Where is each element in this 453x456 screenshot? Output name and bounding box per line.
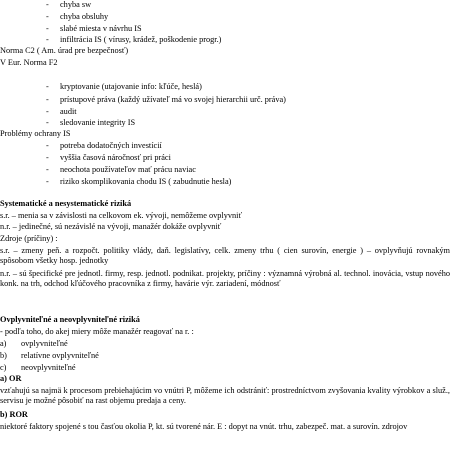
paragraph: Zdroje (príčiny) : xyxy=(0,234,58,243)
paragraph: - podľa toho, do akej miery môže manažér reagovať na r. : xyxy=(0,327,194,336)
problems-heading: Problémy ochrany IS xyxy=(0,129,71,138)
norma-eur-line: V Eur. Norma F2 xyxy=(0,58,58,67)
paragraph: niektoré faktory spojené s tou časťou okolia P, kt. sú tvorené nár. E : dopyt na vnút. trhu, zabezpeč. mat. a surovín. zdrojov xyxy=(0,422,408,431)
subsection-heading: a) OR xyxy=(0,374,22,383)
paragraph: vzťahujú sa najmä k procesom prebiehajúcim vo vnútri P, môžeme ich odstrániť: prostredníctvom zvyšovania kvality výrobkov a služ., servisu je možné pôsobiť na rast objemu predaja a ceny. xyxy=(0,386,450,405)
section-heading: Ovplyvniteľné a neovplyvniteľné riziká xyxy=(0,315,140,324)
list-item: b) relatívne ovplyvniteľné xyxy=(0,351,99,360)
subsection-heading: b) ROR xyxy=(0,410,28,419)
document-page: - chyba sw - chyba obsluhy - slabé miesta v návrhu IS - infiltrácia IS ( vírusy, krádež, poškodenie progr.) Norma C2 ( Am. úrad pre bezpečnosť) V Eur. Norma F2 - kryptovanie (utajovanie info: kľúče, heslá) - prístupové práva (každý užívateľ má vo svojej hierarchii urč. práva) - audit - sledovanie integrity IS Problémy ochrany IS - potreba dodatočných investícií - vyššia časová náročnosť pri práci - neochota používateľov mať prácu naviac - riziko skomplikovania chodu IS ( zabudnutie hesla) Systematické a nesystematické riziká s.r. – menia sa v závislosti na celkovom ek. vývoji, nemôžeme ovplyvniť n.r. – jedinečné, sú nezávislé na vývoji, manažér dokáže ovplyvniť Zdroje (príčiny) : s.r. – zmeny peň. a rozpočt. politiky vlády, daň. legislatívy, celk. zmeny trhu ( cien surovín, energie ) – ovplyvňujú rovnakým spôsobom všetky hosp. jednotky n.r. – sú špecifické pre jednotl. firmy, resp. jednotl. podnikat. projekty, príčiny : významná výrobná al. technol. inovácia, vstup nového konk. na trh, odchod kľúčového pracovníka z firmy, havárie výr. zariadení, módnosť Ovplyvniteľné a neovplyvniteľné riziká - podľa toho, do akej miery môže manažér reagovať na r. : a) ovplyvniteľné b) relatívne ovplyvniteľné c) neovplyvniteľné a) OR vzťahujú sa najmä k procesom prebiehajúcim vo vnútri P, môžeme ich odstrániť: prostredníctvom zvyšovania kvality výrobkov a služ., servisu je možné pôsobiť na rast objemu predaja a ceny. b) ROR niektoré faktory spojené s tou časťou okolia P, kt. sú tvorené nár. E : dopyt na vnút. trhu, zabezpeč. mat. a surovín. zdrojov xyxy=(0,0,450,431)
paragraph: s.r. – zmeny peň. a rozpočt. politiky vlády, daň. legislatívy, celk. zmeny trhu ( cien surovín, energie ) – ovplyvňujú rovnakým spôsobom všetky hosp. jednotky xyxy=(0,246,450,265)
norma-c2-line: Norma C2 ( Am. úrad pre bezpečnosť) xyxy=(0,46,129,55)
list-item: a) ovplyvniteľné xyxy=(0,339,68,348)
paragraph: s.r. – menia sa v závislosti na celkovom ek. vývoji, nemôžeme ovplyvniť xyxy=(0,211,243,220)
paragraph: n.r. – sú špecifické pre jednotl. firmy, resp. jednotl. podnikat. projekty, príčiny : významná výrobná al. technol. inovácia, vstup nového konk. na trh, odchod kľúčového pracovníka z firmy, havárie výr. zariadení, módnosť xyxy=(0,269,450,288)
paragraph: n.r. – jedinečné, sú nezávislé na vývoji, manažér dokáže ovplyvniť xyxy=(0,222,222,231)
list-item: c) neovplyvniteľné xyxy=(0,363,76,372)
section-heading: Systematické a nesystematické riziká xyxy=(0,199,132,208)
